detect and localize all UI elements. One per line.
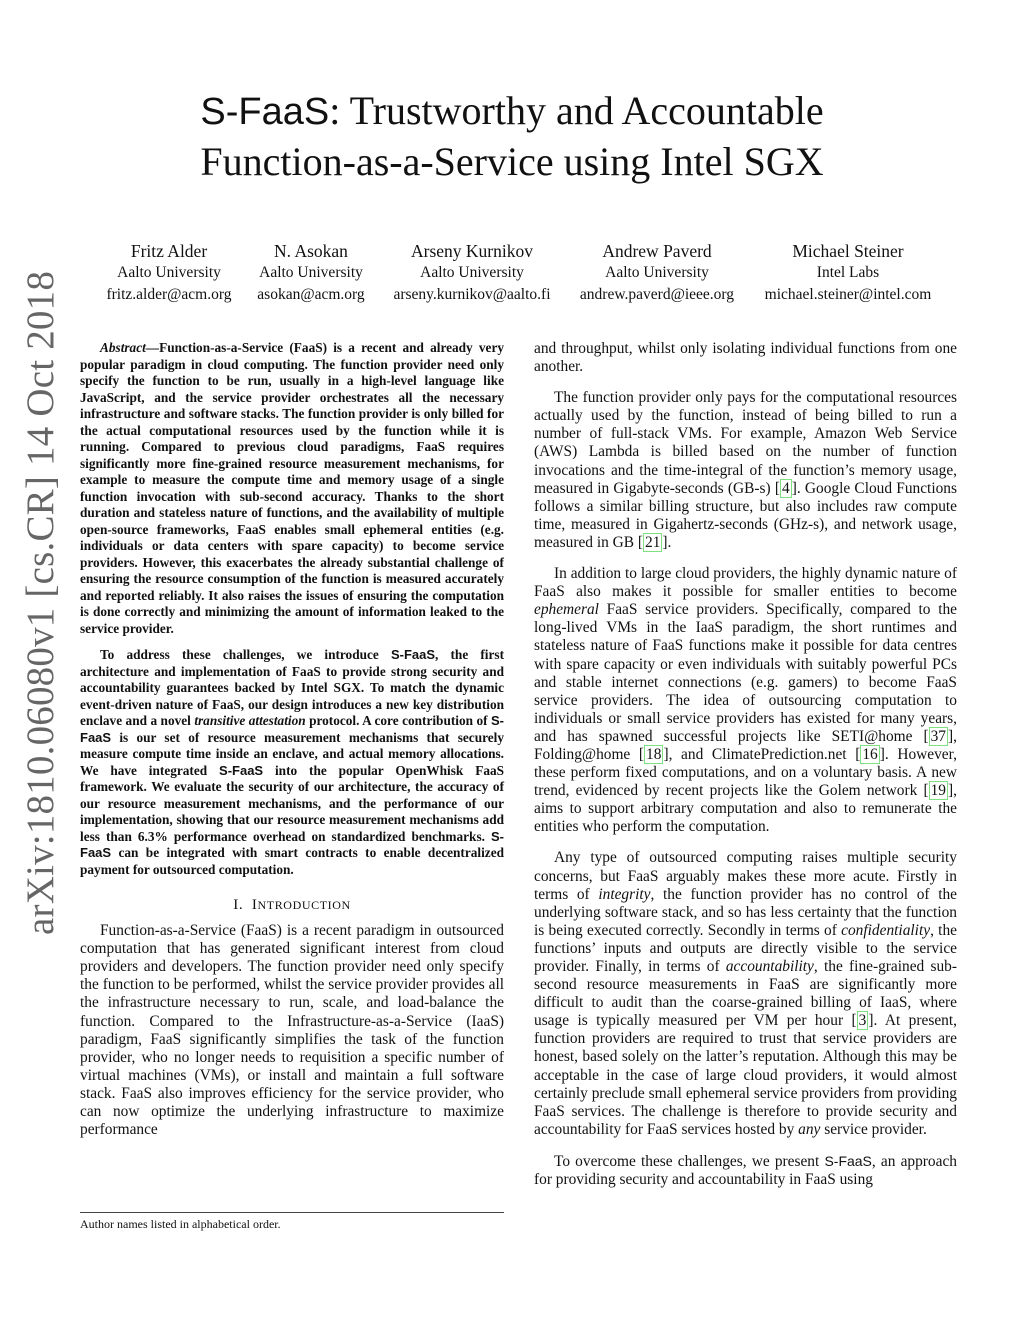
author-affiliation: Aalto University: [259, 264, 363, 281]
author-name: Arseny Kurnikov: [411, 241, 533, 261]
body-paragraph: Any type of outsourced computing raises multiple security concerns, but FaaS arguably makes these more acute. Firstly in terms of integrity, the function provider has no control of the underlying software stack, and so has less certainty that the function is being executed correctly. Secondly in terms of confidentiality, the functions’ inputs and outputs are directly visible to the service provider. Finally, in terms of accountability, the fine-grained sub-second resource measurements in FaaS are significantly more difficult to audit than the coarse-grained billing of IaaS, where usage is typically measured per VM per hour [ 3 ]. At present, function providers are required to trust that service providers are honest, based solely on the latter’s reputation. Although this may be acceptable in the case of large cloud providers, it would almost certainly preclude small ephemeral service providers from providing FaaS services. The challenge is therefore to provide security and accountability for FaaS services hosted by any service provider.: [534, 849, 957, 1138]
body-paragraph: To overcome these challenges, we present S-FaaS, an approach for providing security and accountability in FaaS using: [534, 1152, 957, 1189]
author-email: fritz.alder@acm.org: [106, 286, 232, 303]
citation-link[interactable]: 21: [645, 533, 661, 551]
abstract: [80, 340, 504, 878]
citation-link[interactable]: 19: [930, 782, 946, 800]
author-name: Michael Steiner: [792, 241, 904, 261]
abstract-paragraph-1: [80, 340, 504, 637]
system-name: S-FaaS: [80, 713, 505, 745]
arxiv-identifier-stamp: arXiv:1810.06080v1 [cs.CR] 14 Oct 2018: [19, 270, 62, 935]
author-block: [752, 240, 944, 306]
citation-link[interactable]: 4: [781, 479, 790, 497]
author-affiliation: Aalto University: [605, 264, 709, 281]
author-block: [246, 240, 376, 306]
body-paragraph: In addition to large cloud providers, the highly dynamic nature of FaaS also makes it possible for smaller entities to become ephemeral FaaS service providers. Specifically, compared to the long-lived VMs in the IaaS paradigm, the short runtimes and stateless nature of FaaS functions make it possible for data centres with spare capacity or even individuals with suitably powerful PCs and stable internet connections (e.g. gamers) to become FaaS service providers. The idea of outsourcing computation to individuals or small service providers has existed for many years, and has spawned successful projects like SETI@home [ 37 ], Folding@home [ 18 ], and ClimatePrediction.net [ 16 ]. However, these perform fixed computations, and on a voluntary basis. A new trend, evidenced by recent projects like the Golem network [ 19 ], aims to support arbitrary computation and also to remunerate the entities who perform the computation.: [534, 565, 957, 836]
author-block: [568, 240, 746, 306]
paper-title: [112, 86, 912, 187]
system-name: S-FaaS: [824, 1152, 872, 1169]
title-line1-rest: : Trustworthy and Accountable: [329, 88, 824, 133]
left-column: [80, 340, 504, 1152]
system-name: S-FaaS: [80, 828, 504, 860]
system-name: S-FaaS: [390, 647, 436, 662]
title-system-name: S-FaaS: [200, 91, 330, 133]
author-email: andrew.paverd@ieee.org: [579, 286, 735, 303]
author-block: [380, 240, 564, 306]
author-email: michael.steiner@intel.com: [764, 286, 932, 303]
body-paragraph: The function provider only pays for the computational resources actually used by the function, instead of being billed to run a number of full-stack VMs. For example, Amazon Web Service (AWS) Lambda is billed based on the number of function invocations and the time-integral of the function’s memory usage, measured in Gigabyte-seconds (GB-s) [ 4 ]. Google Cloud Functions follows a similar billing structure, but also includes raw compute time, measured in Gigahertz-seconds (GHz-s), and network usage, measured in GB [ 21 ].: [534, 389, 957, 551]
author-affiliation: Aalto University: [420, 264, 524, 281]
right-column: [534, 340, 957, 1202]
abstract-text: Function-as-a-Service (FaaS) is a recent and already very popular paradigm in cloud computing. The function provider need only specify the function to be run, usually in a high-level language like JavaScript, and the service provider orchestrates all the necessary infrastructure and software stacks. The function provider is only billed for the actual computational resources used by the function while it is running. Compared to previous cloud paradigms, FaaS requires significantly more fine-grained resource measurement mechanisms, for example to measure the compute time and memory usage of a single function invocation with sub-second accuracy. Thanks to the short duration and stateless nature of functions, and the availability of multiple open-source frameworks, FaaS enables small ephemeral entities (e.g. individuals or data centers with spare capacity) to become service providers. However, this exacerbates the already substantial challenge of ensuring the resource consumption of the function is measured accurately and reported reliably. It also raises the issues of ensuring the computation is done correctly and minimizing the amount of information leaked to the service provider.: [80, 340, 504, 636]
author-name: N. Asokan: [274, 241, 348, 261]
section-heading-introduction: I. INTRODUCTION: [233, 897, 351, 913]
body-paragraph: and throughput, whilst only isolating individual functions from one another.: [534, 340, 957, 376]
title-line2: Function-as-a-Service using Intel SGX: [200, 139, 824, 184]
author-name: Andrew Paverd: [602, 241, 712, 261]
abstract-label: Abstract—: [100, 340, 160, 355]
author-email: arseny.kurnikov@aalto.fi: [393, 286, 551, 303]
author-block: [84, 240, 254, 306]
intro-paragraph: Function-as-a-Service (FaaS) is a recent paradigm in outsourced computation that has generated significant interest from cloud providers and developers. The function provider need only specify the function to be performed, whilst the service provider provides all the infrastructure necessary to run, scale, and load-balance the function. Compared to the Infrastructure-as-a-Service (IaaS) paradigm, FaaS significantly simplifies the task of the function provider, who no longer needs to requisition a specific number of virtual machines (VMs), or install and maintain a full software stack. FaaS also improves efficiency for the service provider, who can now optimize the underlying infrastructure to maximize performance: [80, 922, 504, 1139]
citation-link[interactable]: 16: [862, 745, 878, 763]
citation-link[interactable]: 18: [646, 745, 662, 763]
abstract-paragraph-2: To address these challenges, we introduce S-FaaS, the first architecture and implementation of FaaS to provide strong security and accountability guarantees backed by Intel SGX. To match the dynamic event-driven nature of FaaS, our design introduces a new key distribution enclave and a novel transitive attestation protocol. A core contribution of S-FaaS is our set of resource measurement mechanisms that securely measure compute time inside an enclave, and actual memory allocations. We have integrated S-FaaS into the popular OpenWhisk FaaS framework. We evaluate the security of our architecture, the accuracy of our resource measurement mechanisms, and the performance of our implementation, showing that our resource measurement mechanisms add less than 6.3% performance overhead on standardized benchmarks. S-FaaS can be integrated with smart contracts to enable decentralized payment for outsourced computation.: [80, 647, 505, 877]
author-affiliation: Aalto University: [117, 264, 221, 281]
citation-link[interactable]: 37: [930, 727, 946, 745]
citation-link[interactable]: 3: [858, 1012, 867, 1030]
system-name: S-FaaS: [219, 762, 264, 778]
author-name: Fritz Alder: [130, 241, 208, 261]
author-order-footnote: Author names listed in alphabetical order.: [80, 1212, 504, 1232]
author-email: asokan@acm.org: [257, 286, 365, 303]
author-affiliation: Intel Labs: [816, 264, 880, 281]
